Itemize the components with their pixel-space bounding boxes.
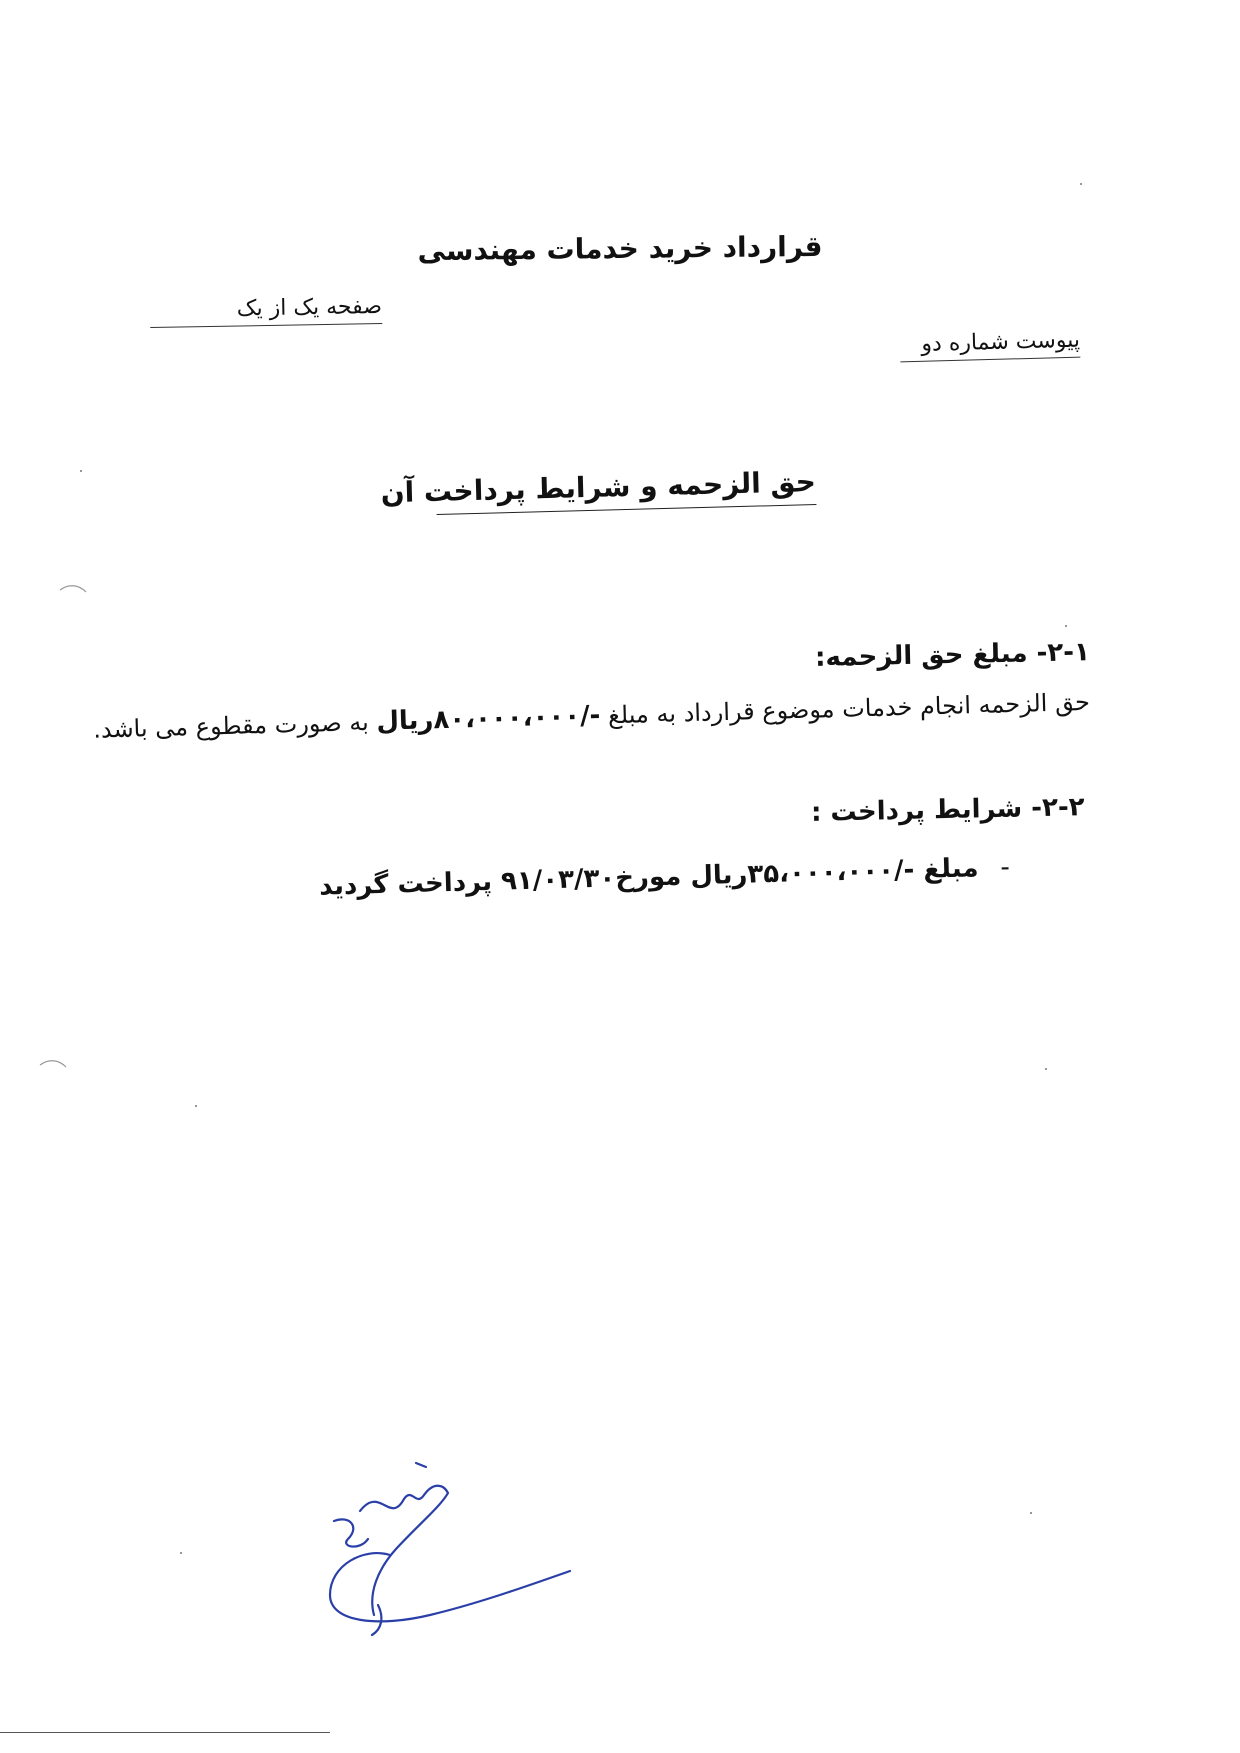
scan-speck [1045, 1068, 1047, 1070]
fee-paragraph [92, 687, 1091, 744]
scan-speck [180, 1552, 182, 1554]
appendix-label: پیوست شماره دو [900, 328, 1081, 363]
scan-mark [38, 1057, 68, 1071]
payment-item-text: مبلغ -/۳۵،۰۰۰،۰۰۰ریال مورخ۹۱/۰۳/۳۰ پرداخت گردید [318, 853, 979, 902]
scan-mark [58, 582, 88, 596]
bottom-edge-line [0, 1732, 330, 1733]
fee-amount: -/۸۰،۰۰۰،۰۰۰ریال [375, 700, 601, 737]
fee-heading: ۲-۱- مبلغ حق الزحمه: [814, 637, 1091, 673]
fee-text-after: به صورت مقطوع می باشد. [92, 707, 377, 744]
payment-bullet: - [1000, 852, 1011, 883]
fee-text-before: حق الزحمه انجام خدمات موضوع قرارداد به مبلغ [599, 687, 1091, 730]
scan-speck [1030, 1512, 1032, 1514]
scan-speck [80, 470, 82, 472]
payment-item [319, 852, 1011, 901]
scan-speck [1065, 625, 1067, 627]
document-title: قرارداد خرید خدمات مهندسی [417, 229, 823, 268]
section-title: حق الزحمه و شرایط پرداخت آن [436, 465, 817, 515]
scan-speck [195, 1105, 197, 1107]
page-number: صفحه یک از یک [150, 294, 382, 328]
payment-terms-heading: ۲-۲- شرایط پرداخت : [811, 792, 1086, 828]
signature [320, 1455, 580, 1645]
scan-speck [1080, 183, 1082, 185]
